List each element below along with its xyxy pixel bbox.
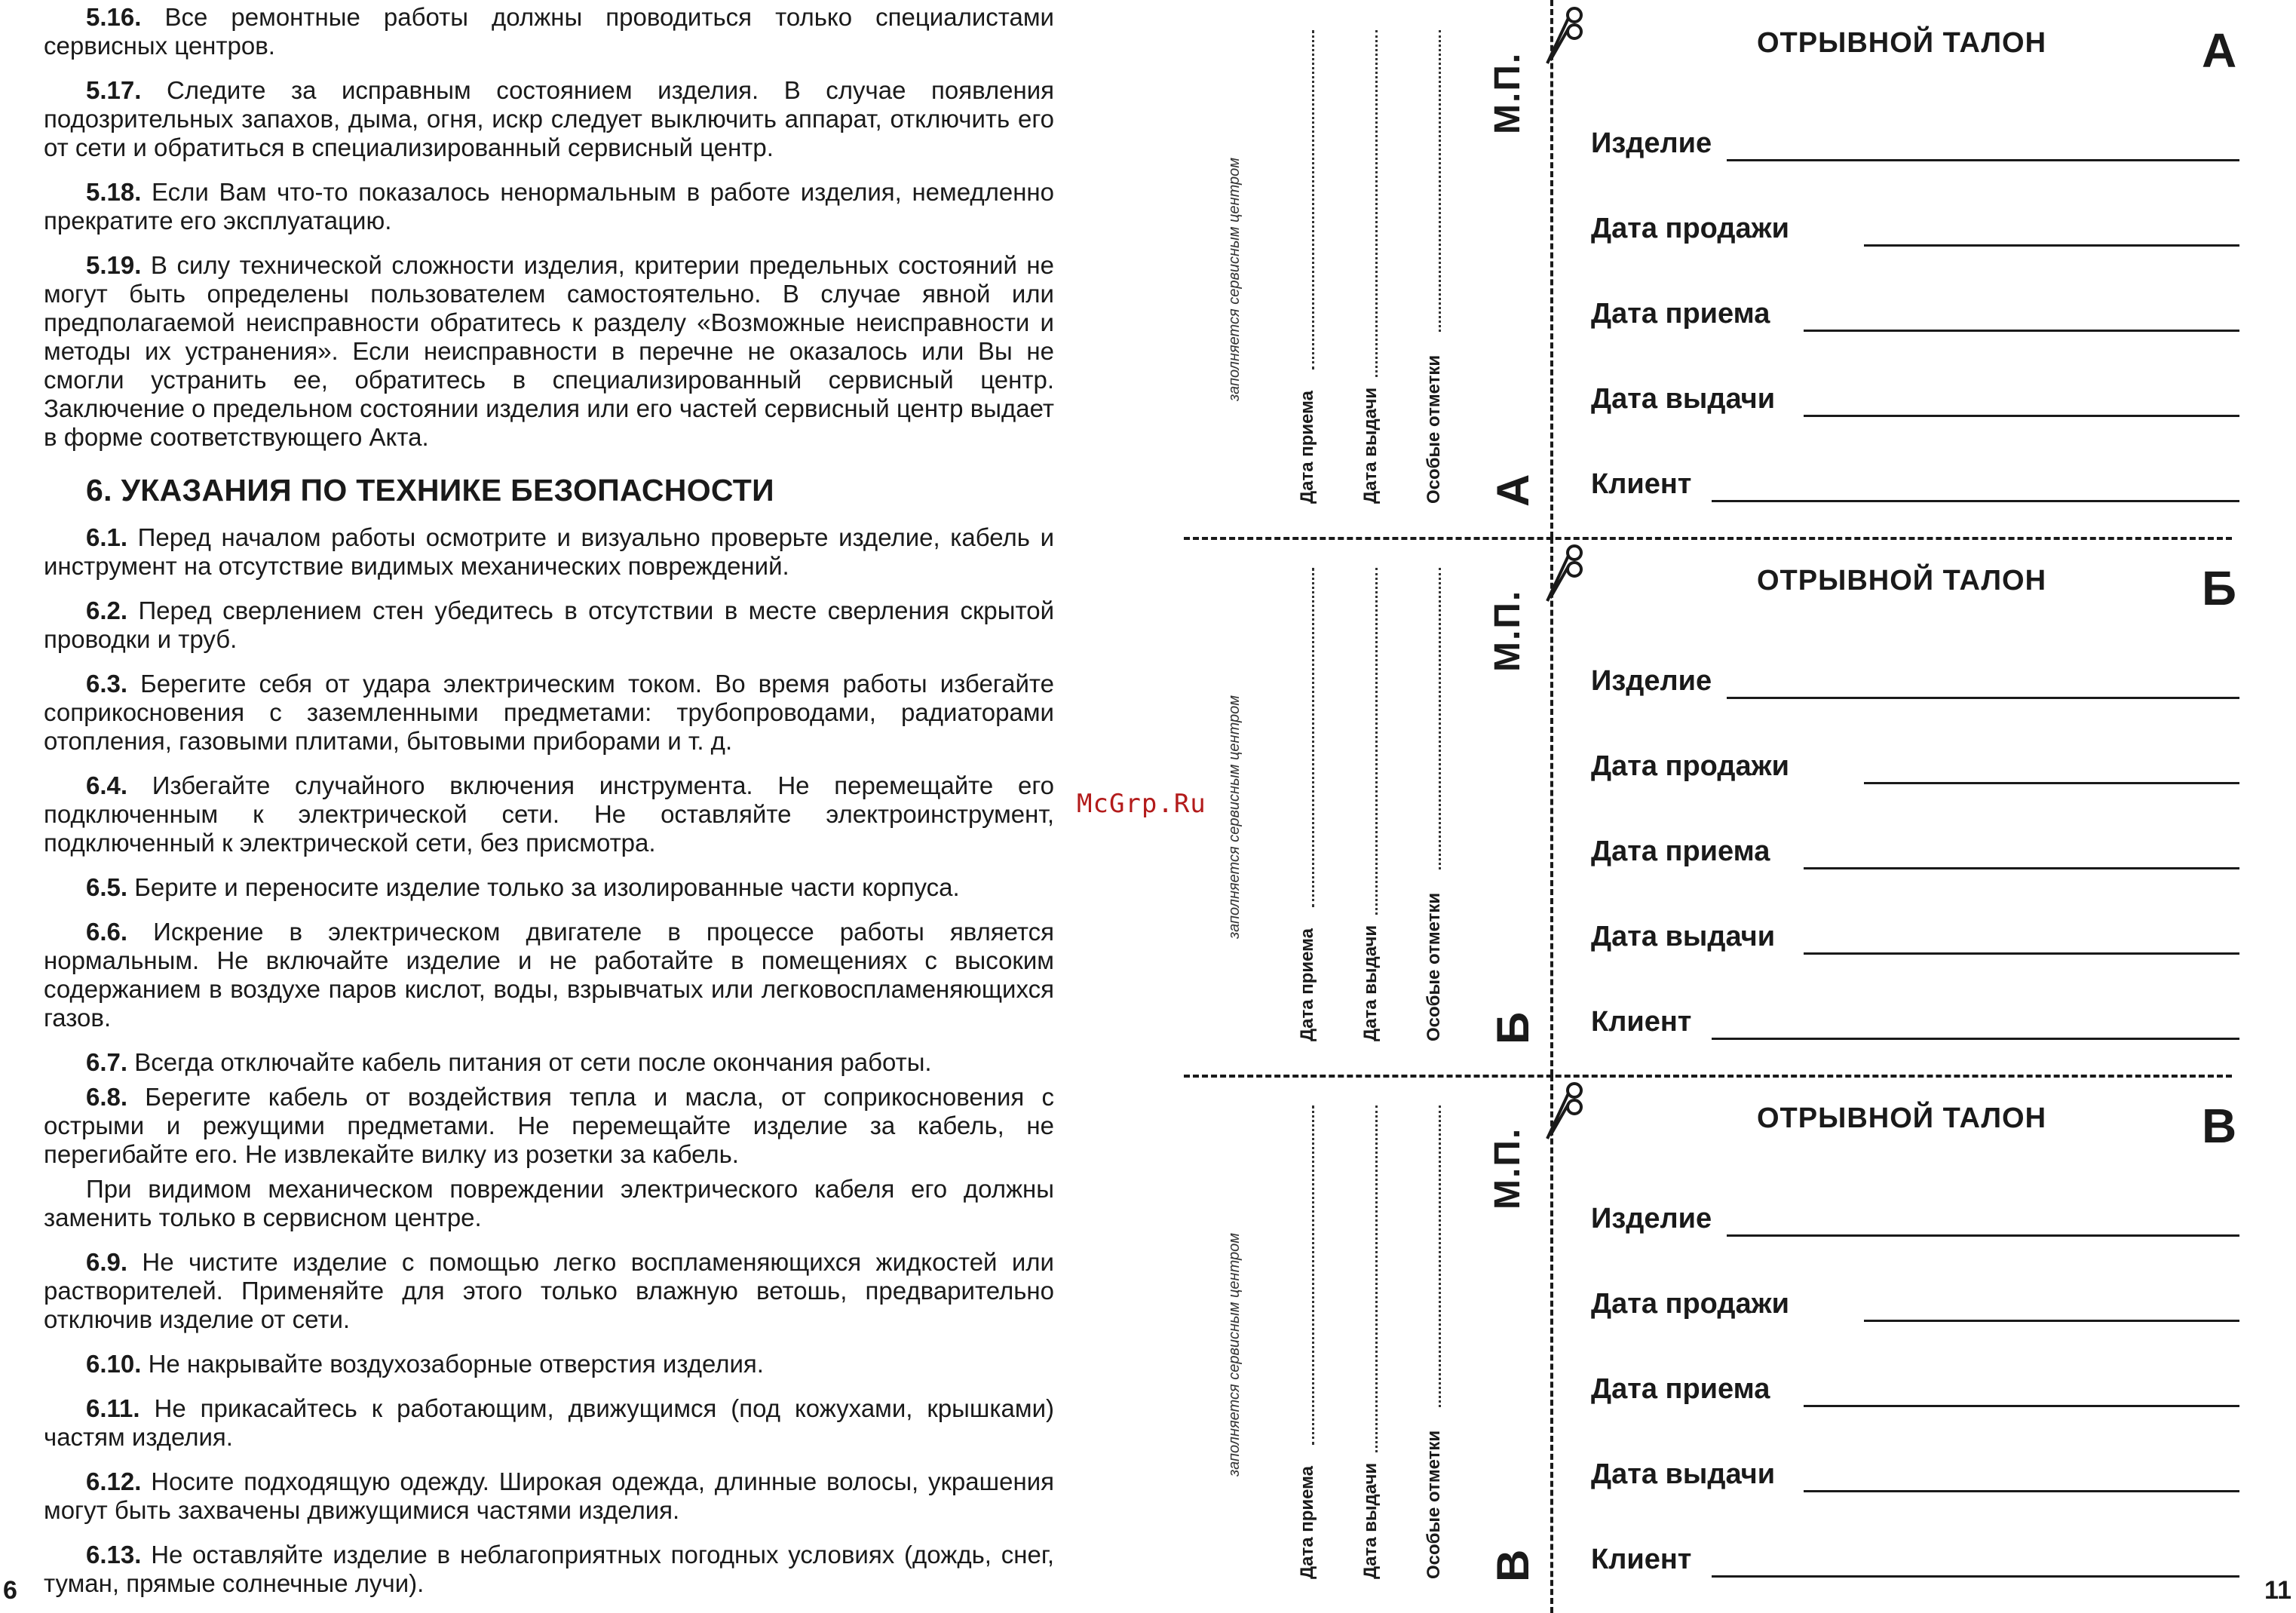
stub-dotted-line <box>1312 568 1314 907</box>
stub-dotted-line <box>1312 1105 1314 1445</box>
paragraph-6-2: 6.2. Перед сверлением стен убедитесь в отсутствии в месте сверления скрытой проводки и труб. <box>44 596 1054 653</box>
stub-field-receive-date: Дата приема <box>1297 391 1317 504</box>
field-label: Дата продажи <box>1591 750 1789 782</box>
field-sale-date[interactable] <box>1591 213 2239 251</box>
field-label: Дата выдачи <box>1591 921 1776 952</box>
stub-field-special-notes: Особые отметки <box>1424 1430 1444 1579</box>
field-label: Дата приема <box>1591 836 1770 867</box>
coupons <box>1199 0 2296 1613</box>
field-label: Дата приема <box>1591 1373 1770 1405</box>
field-issue-date[interactable] <box>1591 384 2239 422</box>
paragraph-5-16: 5.16. Все ремонтные работы должны проводиться только специалистами сервисных центров. <box>44 3 1054 60</box>
scissors-icon <box>1537 5 1589 65</box>
scissors-icon <box>1537 1080 1589 1140</box>
field-line <box>1864 1320 2239 1322</box>
field-line <box>1804 415 2239 417</box>
stub-field-issue-date: Дата выдачи <box>1360 1462 1381 1579</box>
page-number-right: 11 <box>2264 1576 2291 1605</box>
field-line <box>1804 330 2239 332</box>
coupon-b <box>1199 538 2296 1075</box>
stub-letter: А <box>1488 474 1538 507</box>
stamp-label: М.П. <box>1488 51 1528 134</box>
field-line <box>1864 782 2239 784</box>
paragraph-6-8-cont: При видимом механическом повреждении электрического кабеля его должны заменить только в сервисном центре. <box>44 1175 1054 1231</box>
watermark: McGrp.Ru <box>1077 789 1206 819</box>
field-line <box>1727 159 2239 161</box>
field-receive-date[interactable] <box>1591 299 2239 336</box>
field-line <box>1804 1405 2239 1407</box>
field-label: Дата приема <box>1591 298 1770 330</box>
stub-dotted-line <box>1312 30 1314 370</box>
paragraph-6-8: 6.8. Берегите кабель от воздействия тепла и масла, от соприкосновения с острыми и режущими предметами. Не перемещайте изделие за кабель, не перегибайте его. Не извлекайте вилку из розетки за кабель. <box>44 1083 1054 1168</box>
stub-dotted-line <box>1375 30 1378 377</box>
tear-line-vertical <box>1550 1075 1553 1613</box>
coupon-letter: Б <box>2202 561 2236 615</box>
field-line <box>1712 500 2239 502</box>
stub-dotted-line <box>1439 1105 1441 1407</box>
paragraph-6-13: 6.13. Не оставляйте изделие в неблагоприятных погодных условиях (дождь, снег, туман, прямые солнечные лучи). <box>44 1541 1054 1597</box>
field-label: Дата продажи <box>1591 213 1789 244</box>
stub-field-special-notes: Особые отметки <box>1424 354 1444 504</box>
stamp-label: М.П. <box>1488 1127 1528 1210</box>
field-client[interactable] <box>1591 1544 2239 1582</box>
stub-dotted-line <box>1375 568 1378 915</box>
field-receive-date[interactable] <box>1591 1374 2239 1412</box>
field-label: Дата продажи <box>1591 1288 1789 1320</box>
page-number-left: 6 <box>3 1576 17 1605</box>
field-label: Изделие <box>1591 665 1712 697</box>
paragraph-6-11: 6.11. Не прикасайтесь к работающим, движущимся (под кожухами, крышками) частям изделия. <box>44 1394 1054 1451</box>
stub-dotted-line <box>1439 30 1441 332</box>
stub-field-special-notes: Особые отметки <box>1424 892 1444 1041</box>
coupon-c <box>1199 1075 2296 1613</box>
coupon-a <box>1199 0 2296 538</box>
paragraph-6-7: 6.7. Всегда отключайте кабель питания от сети после окончания работы. <box>86 1048 932 1076</box>
field-line <box>1804 867 2239 869</box>
field-client[interactable] <box>1591 469 2239 507</box>
field-label: Дата выдачи <box>1591 383 1776 415</box>
field-sale-date[interactable] <box>1591 1289 2239 1326</box>
paragraph-5-18: 5.18. Если Вам что-то показалось ненормальным в работе изделия, немедленно прекратите его эксплуатацию. <box>44 178 1054 235</box>
field-product[interactable] <box>1591 128 2239 166</box>
field-line <box>1804 1490 2239 1492</box>
field-line <box>1804 952 2239 955</box>
field-line <box>1727 697 2239 699</box>
stub-field-issue-date: Дата выдачи <box>1360 387 1381 504</box>
field-line <box>1712 1575 2239 1578</box>
left-page <box>44 0 1054 1613</box>
section-heading: 6. УКАЗАНИЯ ПО ТЕХНИКЕ БЕЗОПАСНОСТИ <box>86 473 774 508</box>
stub-note: заполняется сервисным центром <box>1226 695 1243 939</box>
field-product[interactable] <box>1591 666 2239 704</box>
field-label: Дата выдачи <box>1591 1458 1776 1490</box>
stub-field-receive-date: Дата приема <box>1297 1466 1317 1579</box>
stub-letter: В <box>1488 1549 1538 1582</box>
field-label: Клиент <box>1591 1544 1692 1575</box>
paragraph-5-19: 5.19. В силу технической сложности изделия, критерии предельных состояний не могут быть определены пользователем самостоятельно. В случае явной или предполагаемой неисправности обратитесь к разделу «Возможные неисправности и методы их устранения». Если неисправности в перечне не оказалось или Вы не смогли устранить ее, обратитесь в специализированный сервисный центр. Заключение о предельном состоянии изделия или его частей сервисный центр выдает в форме соответствующего Акта. <box>44 251 1054 451</box>
paragraph-6-3: 6.3. Берегите себя от удара электрическим током. Во время работы избегайте соприкосновения с заземленными предметами: трубопроводами, радиаторами отопления, газовыми плитами, бытовыми приборами и т. д. <box>44 670 1054 755</box>
stub-field-receive-date: Дата приема <box>1297 928 1317 1041</box>
paragraph-6-5: 6.5. Берите и переносите изделие только за изолированные части корпуса. <box>86 873 960 901</box>
field-product[interactable] <box>1591 1204 2239 1241</box>
paragraph-6-4: 6.4. Избегайте случайного включения инструмента. Не перемещайте его подключенным к электрической сети. Не оставляйте электроинструмент, подключенный к электрической сети, без присмотра. <box>44 771 1054 857</box>
stamp-label: М.П. <box>1488 589 1528 672</box>
coupon-title: ОТРЫВНОЙ ТАЛОН <box>1757 1102 2047 1134</box>
field-issue-date[interactable] <box>1591 1459 2239 1497</box>
field-label: Изделие <box>1591 127 1712 159</box>
field-line <box>1864 244 2239 247</box>
coupon-letter: А <box>2202 23 2237 78</box>
coupon-title: ОТРЫВНОЙ ТАЛОН <box>1757 27 2047 59</box>
field-sale-date[interactable] <box>1591 751 2239 789</box>
paragraph-6-6: 6.6. Искрение в электрическом двигателе в процессе работы является нормальным. Не включайте изделие и не работайте в помещениях с высоким содержанием в воздухе паров кислот, воды, взрывчатых или легковоспламеняющихся газов. <box>44 918 1054 1032</box>
field-issue-date[interactable] <box>1591 921 2239 959</box>
field-label: Изделие <box>1591 1203 1712 1234</box>
stub-dotted-line <box>1439 568 1441 869</box>
stub-note: заполняется сервисным центром <box>1226 1233 1243 1477</box>
field-line <box>1712 1038 2239 1040</box>
stub-letter: Б <box>1488 1011 1538 1044</box>
field-receive-date[interactable] <box>1591 836 2239 874</box>
coupon-title: ОТРЫВНОЙ ТАЛОН <box>1757 565 2047 596</box>
tear-line-vertical <box>1550 538 1553 1075</box>
paragraph-6-9: 6.9. Не чистите изделие с помощью легко воспламеняющихся жидкостей или растворителей. Применяйте для этого только влажную ветошь, предварительно отключив изделие от сети. <box>44 1248 1054 1333</box>
field-label: Клиент <box>1591 1006 1692 1038</box>
paragraph-6-10: 6.10. Не накрывайте воздухозаборные отверстия изделия. <box>86 1350 764 1378</box>
field-client[interactable] <box>1591 1007 2239 1044</box>
stub-dotted-line <box>1375 1105 1378 1452</box>
stub-field-issue-date: Дата выдачи <box>1360 925 1381 1041</box>
paragraph-6-1: 6.1. Перед началом работы осмотрите и визуально проверьте изделие, кабель и инструмент на отсутствие видимых механических повреждений. <box>44 523 1054 580</box>
stub-note: заполняется сервисным центром <box>1226 158 1243 401</box>
tear-line-vertical <box>1550 0 1553 538</box>
paragraph-6-12: 6.12. Носите подходящую одежду. Широкая одежда, длинные волосы, украшения могут быть захвачены движущимися частями изделия. <box>44 1467 1054 1524</box>
paragraph-5-17: 5.17. Следите за исправным состоянием изделия. В случае появления подозрительных запахов, дыма, огня, искр следует выключить аппарат, отключить его от сети и обратиться в специализированный сервисный центр. <box>44 76 1054 161</box>
field-label: Клиент <box>1591 468 1692 500</box>
coupon-letter: В <box>2202 1099 2237 1153</box>
scissors-icon <box>1537 542 1589 603</box>
field-line <box>1727 1234 2239 1237</box>
